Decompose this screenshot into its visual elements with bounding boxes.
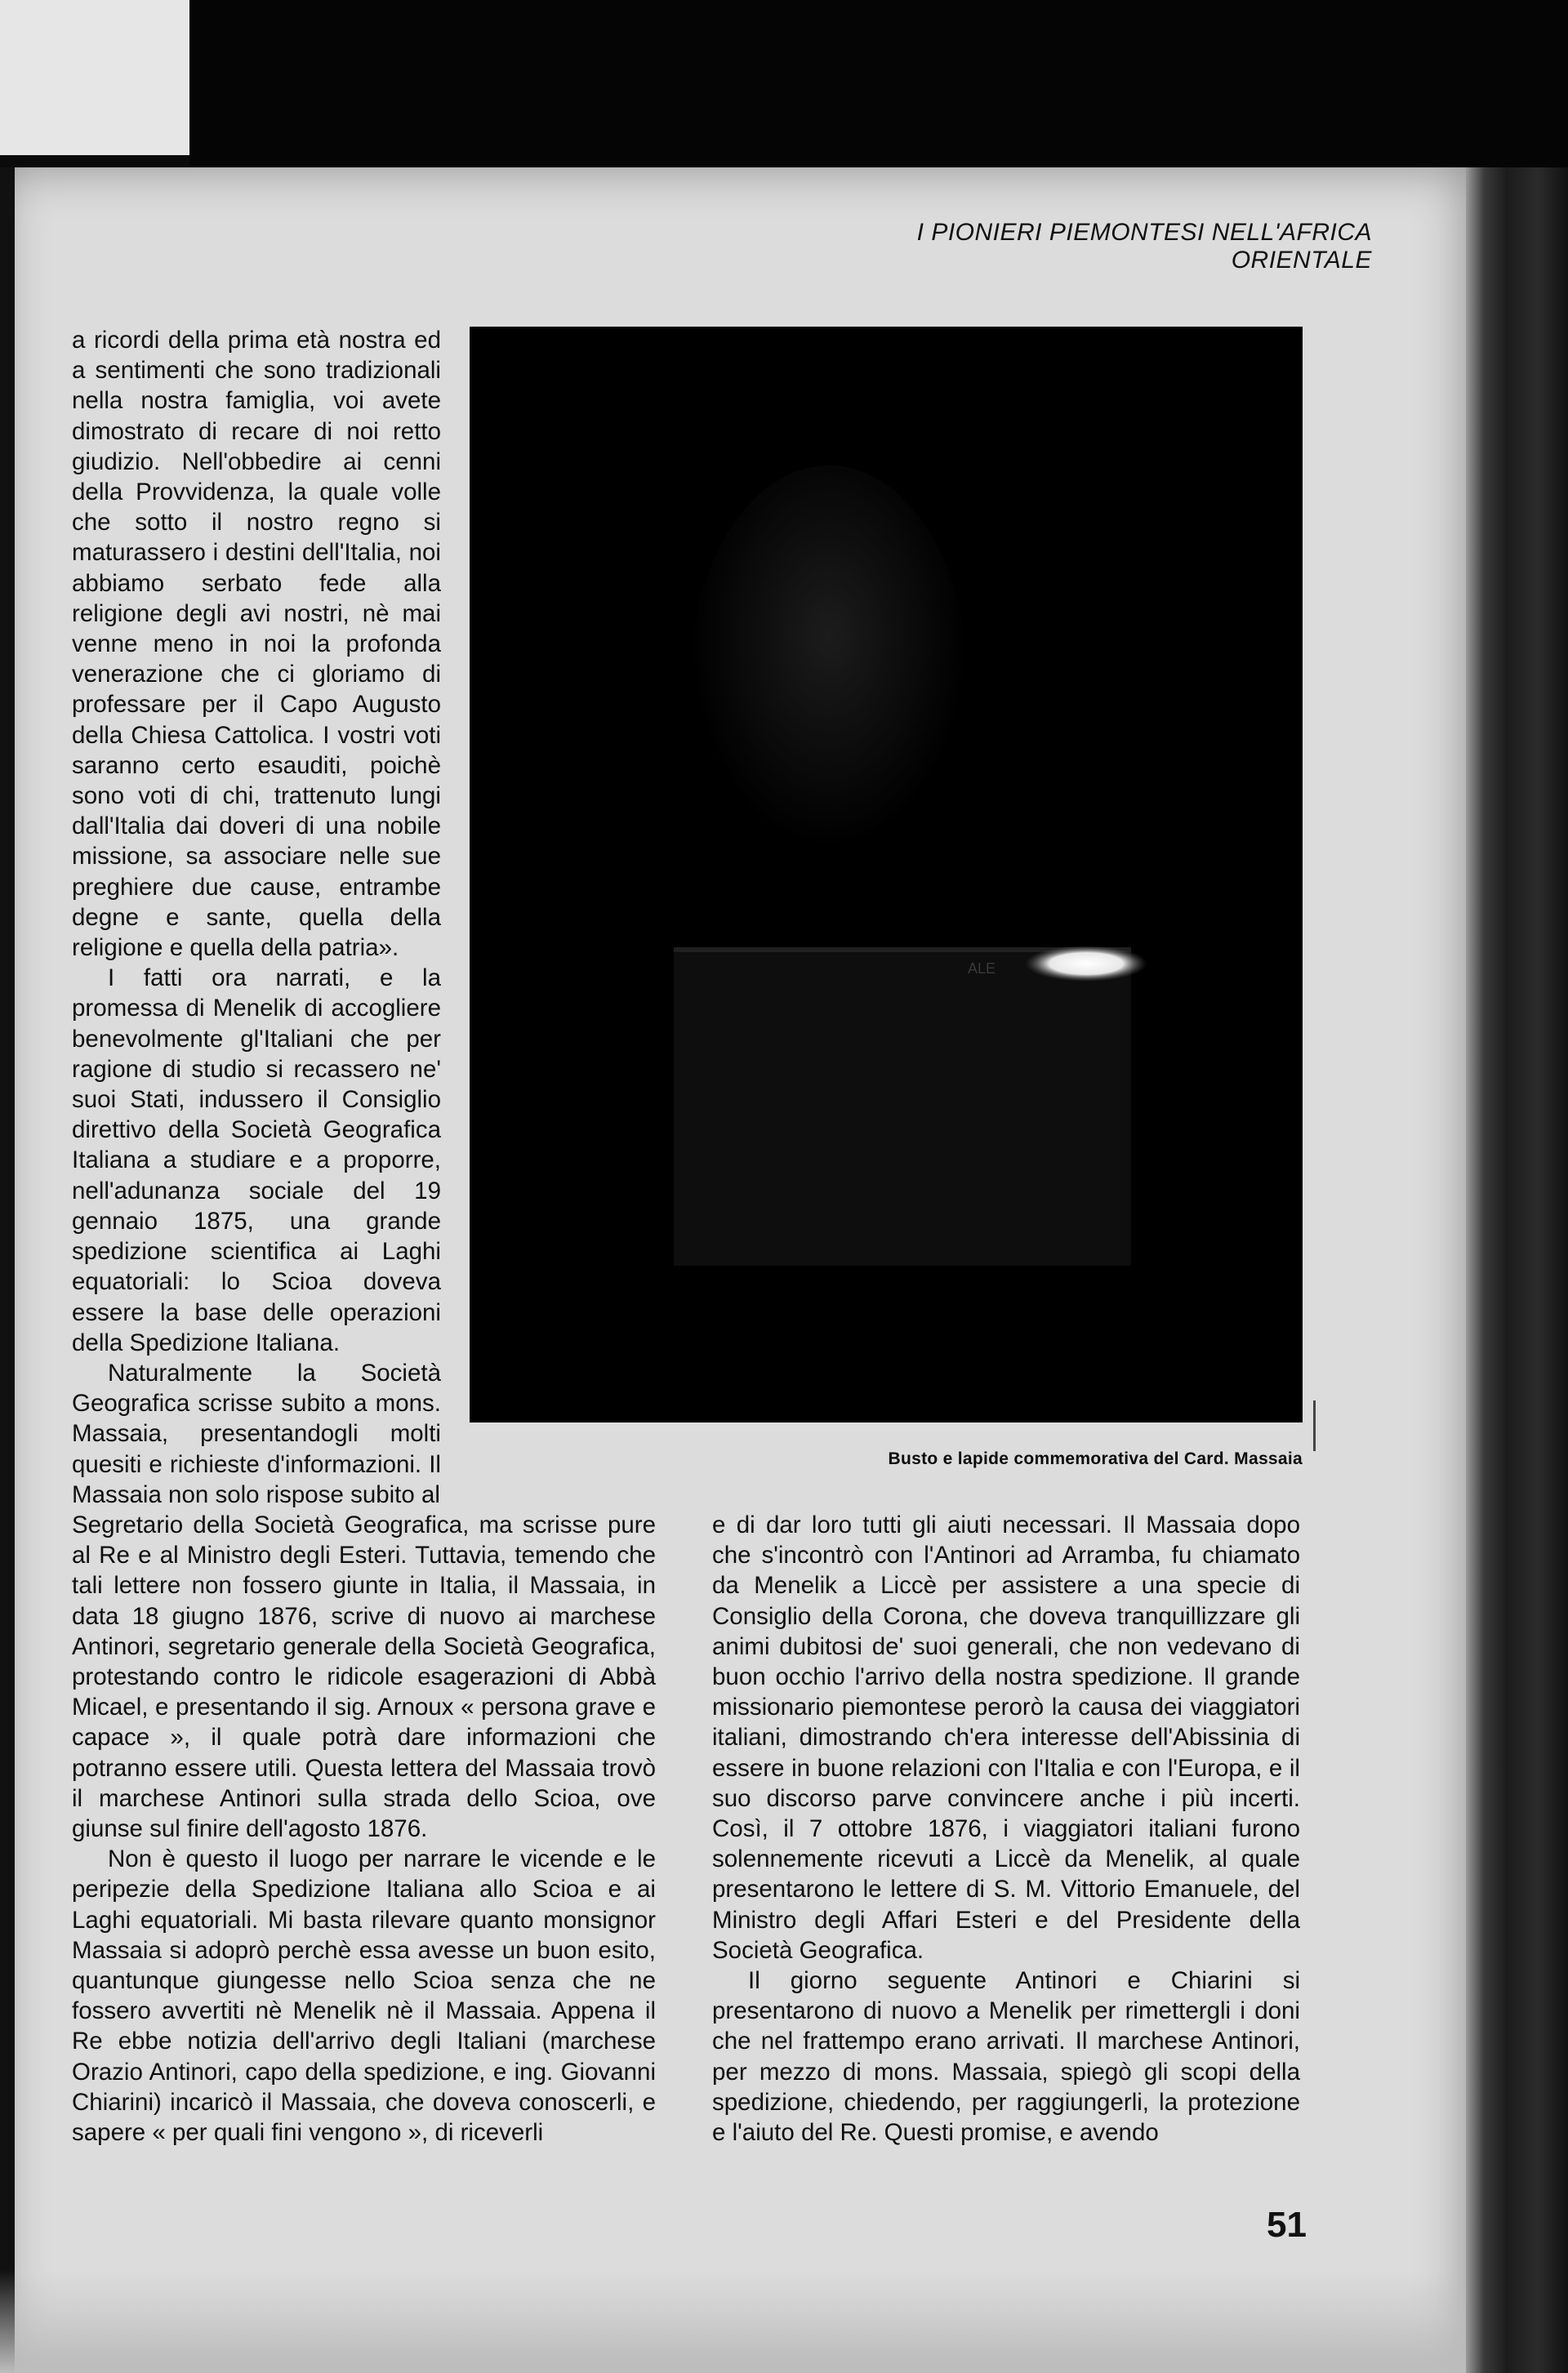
scan-border-left [0, 167, 15, 2373]
paragraph: e di dar loro tutti gli aiuti necessari. Il Massaia dopo che s'incontrò con l'Antinori ad Arramba, fu chiamato da Menelik a Liccè per assistere a una specie di Consiglio della Corona, che doveva tranquillizzare gli animi dubitosi de' suoi generali, che non vedevano di buon occhio l'arrivo della nostra spedizione. Il grande missionario piemontese perorò la causa dei viaggiatori italiani, dimostrando ch'era interesse dell'Abissinia di essere in buone relazioni con l'Italia e con l'Europa, e il suo discorso parve convincere anche i più incerti. Così, il 7 ottobre 1876, i viaggiatori italiani furono solennemente ricevuti a Liccè da Menelik, al quale presentarono le lettere di S. M. Vittorio Emanuele, del Ministro degli Affari Esteri e del Presidente della Società Geografica. [712, 1512, 1300, 1964]
paragraph: Non è questo il luogo per narrare le vicende e le peripezie della Spedizione Italiana allo Scioa e ai Laghi equatoriali. Mi basta rilevare quanto monsignor Massaia si adoprò perchè essa avesse un buon esito, quantunque giungesse nello Scioa senza che ne fossero avvertiti nè Menelik nè il Massaia. Appena il Re ebbe notizia dell'arrivo degli Italiani (marchese Orazio Antinori, capo della spedizione, e ing. Giovanni Chiarini) incaricò il Massaia, che doveva conoscerli, e sapere « per quali fini vengono », di riceverli [72, 1845, 656, 2147]
text-column-narrow [72, 325, 441, 1510]
light-reflection [1025, 946, 1147, 982]
running-head: I PIONIERI PIEMONTESI NELL'AFRICA ORIENTALE [916, 219, 1372, 274]
text-column-left [72, 1510, 656, 2148]
paragraph: Naturalmente la Società Geografica scrisse subito a mons. Massaia, presentandogli molti quesiti e richieste d'informazioni. Il Massaia non solo rispose subito al [72, 1359, 441, 1508]
paragraph: I fatti ora narrati, e la promessa di Menelik di accogliere benevolmente gl'Italiani che per ragione di studio si recassero ne' suoi Stati, indussero il Consiglio direttivo della Società Geografica Italiana a studiare e a proporre, nell'adunanza sociale del 19 gennaio 1875, una grande spedizione scientifica ai Laghi equatoriali: lo Scioa doveva essere la base delle operazioni della Spedizione Italiana. [72, 964, 441, 1356]
page-binding-edge [1466, 167, 1568, 2373]
plaque-text: ALE [968, 960, 996, 977]
page-number: 51 [1267, 2205, 1307, 2245]
page-bottom-shadow [0, 2270, 1466, 2373]
text-column-right [712, 1510, 1300, 2148]
commemorative-photo [470, 327, 1303, 1422]
scan-border-top-left [0, 0, 189, 155]
paragraph: a ricordi della prima età nostra ed a sentimenti che sono tradizionali nella nostra famiglia, voi avete dimostrato di recare di noi retto giudizio. Nell'obbedire ai cenni della Provvidenza, la quale volle che sotto il nostro regno si maturassero i destini dell'Italia, noi abbiamo serbato fede alla religione degli avi nostri, nè mai venne meno in noi la profonda venerazione che ci gloriamo di professare per il Capo Augusto della Chiesa Cattolica. I vostri voti saranno certo esauditi, poichè sono voti di chi, trattenuto lungi dall'Italia dai doveri di una nobile missione, sa associare nelle sue preghiere due cause, entrambe degne e sante, quella della religione e quella della patria». [72, 327, 441, 962]
caption-rule [1313, 1400, 1316, 1451]
photo-caption: Busto e lapide commemorativa del Card. Massaia [888, 1449, 1303, 1468]
paragraph: Segretario della Società Geografica, ma scrisse pure al Re e al Ministro degli Esteri. Tuttavia, temendo che tali lettere non fossero giunte in Italia, il Massaia, in data 18 giugno 1876, scrive di nuovo ai marchese Antinori, segretario generale della Società Geografica, protestando contro le ridicole esagerazioni di Abbà Micael, e presentando il sig. Arnoux « persona grave e capace », il quale potrà dare informazioni che potranno essere utili. Questa lettera del Massaia trovò il marchese Antinori sulla strada dello Scioa, ove giunse sul finire dell'agosto 1876. [72, 1512, 656, 1843]
photo-placeholder-icon [470, 327, 1303, 1422]
plaque-shape [674, 947, 1131, 1266]
bust-shape [690, 465, 968, 890]
paragraph: Il giorno seguente Antinori e Chiarini si presentarono di nuovo a Menelik per rimettergli i doni che nel frattempo erano arrivati. Il marchese Antinori, per mezzo di mons. Massaia, spiegò gli scopi della spedizione, chiedendo, per raggiungerli, la protezione e l'aiuto del Re. Questi promise, e avendo [712, 1967, 1300, 2147]
scan-border-top [189, 0, 1568, 188]
